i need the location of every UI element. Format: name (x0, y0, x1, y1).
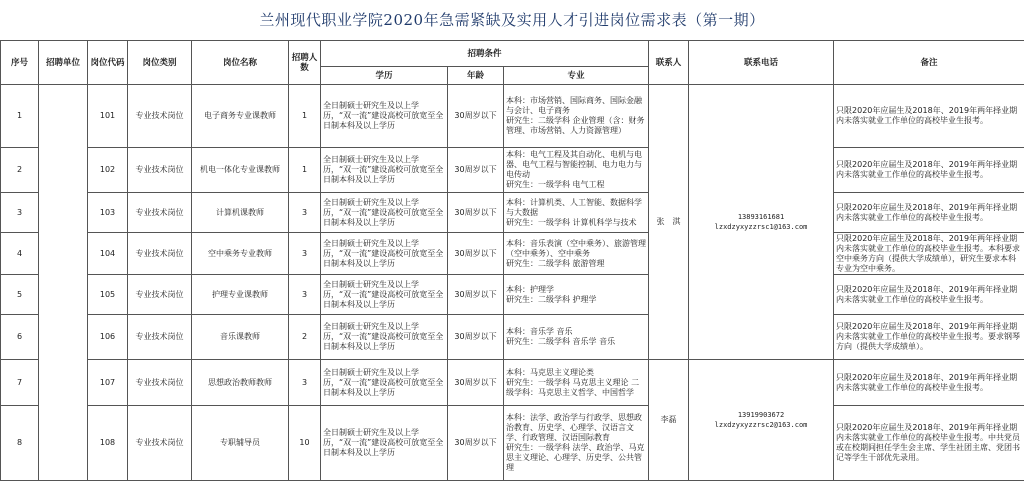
recruitment-table (0, 40, 1024, 481)
remark-cell: 只限2020年应届生及2018年、2019年两年择业期内未落实就业工作单位的高校毕业生报考。 (834, 275, 1024, 315)
contact-phone-cell (689, 360, 834, 481)
category-cell: 专业技术岗位 (128, 315, 192, 360)
category-cell: 专业技术岗位 (128, 193, 192, 233)
seq-cell: 6 (1, 315, 39, 360)
age-cell: 30周岁以下 (448, 275, 504, 315)
count-cell: 3 (289, 360, 321, 406)
age-cell: 30周岁以下 (448, 406, 504, 481)
category-cell: 专业技术岗位 (128, 406, 192, 481)
code-cell: 103 (88, 193, 128, 233)
education-cell: 全日制硕士研究生及以上学历，“双一流”建设高校可放宽至全日制本科及以上学历 (321, 148, 448, 193)
position-name-cell: 空中乘务专业教师 (192, 233, 289, 275)
category-cell: 专业技术岗位 (128, 360, 192, 406)
code-cell: 101 (88, 85, 128, 148)
education-cell: 全日制硕士研究生及以上学历，“双一流”建设高校可放宽至全日制本科及以上学历 (321, 233, 448, 275)
header-education: 学历 (321, 67, 448, 85)
count-cell: 3 (289, 233, 321, 275)
education-cell: 全日制硕士研究生及以上学历，“双一流”建设高校可放宽至全日制本科及以上学历 (321, 193, 448, 233)
table-row (1, 406, 1024, 481)
position-name-cell: 思想政治教师教师 (192, 360, 289, 406)
seq-cell: 1 (1, 85, 39, 148)
position-name-cell: 专职辅导员 (192, 406, 289, 481)
count-cell: 10 (289, 406, 321, 481)
table-row (1, 275, 1024, 315)
header-conditions: 招聘条件 (321, 41, 649, 67)
count-cell: 3 (289, 275, 321, 315)
page-title: 兰州现代职业学院2020年急需紧缺及实用人才引进岗位需求表（第一期） (0, 0, 1024, 38)
header-age: 年龄 (448, 67, 504, 85)
category-cell: 专业技术岗位 (128, 85, 192, 148)
header-count: 招聘人数 (289, 41, 321, 85)
remark-cell: 只限2020年应届生及2018年、2019年两年择业期内未落实就业工作单位的高校毕业生报考。 (834, 148, 1024, 193)
header-code: 岗位代码 (88, 41, 128, 85)
table-row (1, 85, 1024, 148)
code-cell: 106 (88, 315, 128, 360)
education-cell: 全日制硕士研究生及以上学历，“双一流”建设高校可放宽至全日制本科及以上学历 (321, 85, 448, 148)
seq-cell: 2 (1, 148, 39, 193)
age-cell: 30周岁以下 (448, 148, 504, 193)
remark-cell: 只限2020年应届生及2018年、2019年两年择业期内未落实就业工作单位的高校毕业生报考。 (834, 193, 1024, 233)
age-cell: 30周岁以下 (448, 233, 504, 275)
education-cell: 全日制硕士研究生及以上学历，“双一流”建设高校可放宽至全日制本科及以上学历 (321, 275, 448, 315)
table-row (1, 193, 1024, 233)
header-contact: 联系人 (649, 41, 689, 85)
education-cell: 全日制硕士研究生及以上学历，“双一流”建设高校可放宽至全日制本科及以上学历 (321, 406, 448, 481)
seq-cell: 5 (1, 275, 39, 315)
header-major: 专业 (504, 67, 649, 85)
position-name-cell: 护理专业课教师 (192, 275, 289, 315)
major-cell: 本科：电气工程及其自动化、电机与电器、电气工程与智能控制、电力电力与电传动 研究生：一级学科 电气工程 (504, 148, 649, 193)
major-cell: 本科：音乐学 音乐 研究生：二级学科 音乐学 音乐 (504, 315, 649, 360)
category-cell: 专业技术岗位 (128, 233, 192, 275)
major-cell: 本科：法学、政治学与行政学、思想政治教育、历史学、心理学、汉语言文学、行政管理、汉语国际教育 研究生：一级学科 法学、政治学、马克思主义理论、心理学、历史学、公共管理 (504, 406, 649, 481)
table-row (1, 360, 1024, 406)
table-row (1, 315, 1024, 360)
contact-name-cell: 李磊 (649, 360, 689, 481)
table-row (1, 233, 1024, 275)
unit-cell (39, 85, 88, 481)
position-name-cell: 机电一体化专业课教师 (192, 148, 289, 193)
header-unit: 招聘单位 (39, 41, 88, 85)
seq-cell: 3 (1, 193, 39, 233)
count-cell: 1 (289, 148, 321, 193)
age-cell: 30周岁以下 (448, 85, 504, 148)
count-cell: 1 (289, 85, 321, 148)
code-cell: 102 (88, 148, 128, 193)
remark-cell: 只限2020年应届生及2018年、2019年两年择业期内未落实就业工作单位的高校毕业生报考。 (834, 85, 1024, 148)
header-name: 岗位名称 (192, 41, 289, 85)
contact-name-cell: 张 淇 (649, 85, 689, 360)
seq-cell: 4 (1, 233, 39, 275)
email-address: lzxdzyxyzzrsc2@163.com (691, 420, 831, 430)
header-phone: 联系电话 (689, 41, 834, 85)
category-cell: 专业技术岗位 (128, 148, 192, 193)
header-row-1 (1, 41, 1024, 67)
header-seq: 序号 (1, 41, 39, 85)
age-cell: 30周岁以下 (448, 193, 504, 233)
remark-cell: 只限2020年应届生及2018年、2019年两年择业期内未落实就业工作单位的高校毕业生报考。本科要求空中乘务方向（提供大学成绩单），研究生要求本科专业为空中乘务。 (834, 233, 1024, 275)
major-cell: 本科：护理学 研究生：二级学科 护理学 (504, 275, 649, 315)
age-cell: 30周岁以下 (448, 360, 504, 406)
remark-cell: 只限2020年应届生及2018年、2019年两年择业期内未落实就业工作单位的高校毕业生报考。 (834, 360, 1024, 406)
code-cell: 105 (88, 275, 128, 315)
code-cell: 108 (88, 406, 128, 481)
table-row (1, 148, 1024, 193)
position-name-cell: 电子商务专业课教师 (192, 85, 289, 148)
count-cell: 2 (289, 315, 321, 360)
seq-cell: 7 (1, 360, 39, 406)
contact-phone-cell (689, 85, 834, 360)
age-cell: 30周岁以下 (448, 315, 504, 360)
remark-cell: 只限2020年应届生及2018年、2019年两年择业期内未落实就业工作单位的高校毕业生报考。中共党员或在校期间担任学生会主席、学生社团主席、党团书记等学生干部优先录用。 (834, 406, 1024, 481)
phone-number: 13893161681 (691, 212, 831, 222)
major-cell: 本科：计算机类、人工智能、数据科学与大数据 研究生：一级学科 计算机科学与技术 (504, 193, 649, 233)
header-category: 岗位类别 (128, 41, 192, 85)
count-cell: 3 (289, 193, 321, 233)
code-cell: 107 (88, 360, 128, 406)
header-remark: 备注 (834, 41, 1024, 85)
email-address: lzxdzyxyzzrsc1@163.com (691, 222, 831, 232)
position-name-cell: 计算机课教师 (192, 193, 289, 233)
phone-number: 13919903672 (691, 410, 831, 420)
education-cell: 全日制硕士研究生及以上学历，“双一流”建设高校可放宽至全日制本科及以上学历 (321, 360, 448, 406)
code-cell: 104 (88, 233, 128, 275)
education-cell: 全日制硕士研究生及以上学历，“双一流”建设高校可放宽至全日制本科及以上学历 (321, 315, 448, 360)
major-cell: 本科：音乐表演（空中乘务）、旅游管理（空中乘务）、空中乘务 研究生：二级学科 旅游管理 (504, 233, 649, 275)
remark-cell: 只限2020年应届生及2018年、2019年两年择业期内未落实就业工作单位的高校毕业生报考。要求钢琴方向（提供大学成绩单）。 (834, 315, 1024, 360)
major-cell: 本科：市场营销、国际商务、国际金融与会计、电子商务 研究生：二级学科 企业管理（含：财务管理、市场营销、人力资源管理） (504, 85, 649, 148)
position-name-cell: 音乐课教师 (192, 315, 289, 360)
major-cell: 本科：马克思主义理论类 研究生：一级学科 马克思主义理论 二级学科：马克思主义哲学、中国哲学 (504, 360, 649, 406)
seq-cell: 8 (1, 406, 39, 481)
category-cell: 专业技术岗位 (128, 275, 192, 315)
